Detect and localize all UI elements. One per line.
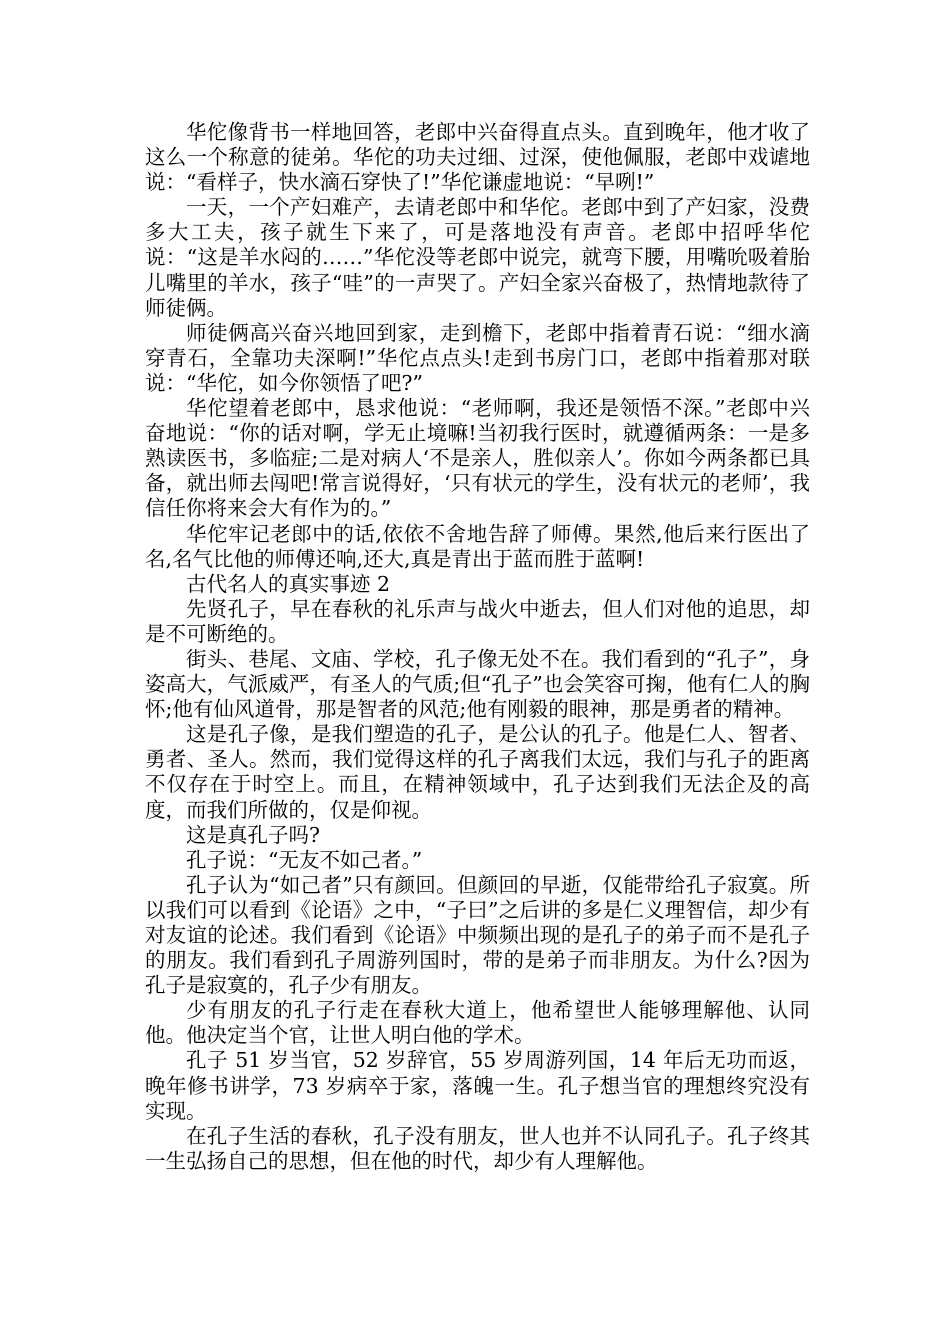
paragraph: 华佗牢记老郎中的话,依依不舍地告辞了师傅。果然,他后来行医出了名,名气比他的师傅还响,还大,真是青出于蓝而胜于蓝啊!	[145, 521, 810, 571]
paragraph: 先贤孔子，早在春秋的礼乐声与战火中逝去，但人们对他的追思，却是不可断绝的。	[145, 596, 810, 646]
paragraph: 少有朋友的孔子行走在春秋大道上，他希望世人能够理解他、认同他。他决定当个官，让世人明白他的学术。	[145, 998, 810, 1048]
paragraph: 一天，一个产妇难产，去请老郎中和华佗。老郎中到了产妇家，没费多大工夫，孩子就生下来了，可是落地没有声音。老郎中招呼华佗说：“这是羊水闷的……”华佗没等老郎中说完，就弯下腰，用嘴吮吸着胎儿嘴里的羊水，孩子“哇”的一声哭了。产妇全家兴奋极了，热情地款待了师徒俩。	[145, 195, 810, 320]
paragraph: 华佗望着老郎中，恳求他说：“老师啊，我还是领悟不深。”老郎中兴奋地说：“你的话对啊，学无止境嘛!当初我行医时，就遵循两条：一是多熟读医书，多临症;二是对病人‘不是亲人，胜似亲人’。你如今两条都已具备，就出师去闯吧!常言说得好，‘只有状元的学生，没有状元的老师’，我信任你将来会大有作为的。”	[145, 396, 810, 521]
document-body	[145, 120, 810, 1174]
paragraph: 孔子认为“如己者”只有颜回。但颜回的早逝，仅能带给孔子寂寞。所以我们可以看到《论语》之中，“子曰”之后讲的多是仁义理智信，却少有对友谊的论述。我们看到《论语》中频频出现的是孔子的弟子而不是孔子的朋友。我们看到孔子周游列国时，带的是弟子而非朋友。为什么?因为孔子是寂寞的，孔子少有朋友。	[145, 872, 810, 998]
paragraph: 师徒俩高兴奋兴地回到家，走到檐下，老郎中指着青石说：“细水滴穿青石，全靠功夫深啊!”华佗点点头!走到书房门口，老郎中指着那对联说：“华佗，如今你领悟了吧?”	[145, 320, 810, 395]
paragraph: 在孔子生活的春秋，孔子没有朋友，世人也并不认同孔子。孔子终其一生弘扬自己的思想，但在他的时代，却少有人理解他。	[145, 1123, 810, 1173]
paragraph: 这是孔子像，是我们塑造的孔子，是公认的孔子。他是仁人、智者、勇者、圣人。然而，我们觉得这样的孔子离我们太远，我们与孔子的距离不仅存在于时空上。而且，在精神领域中，孔子达到我们无法企及的高度，而我们所做的，仅是仰视。	[145, 722, 810, 822]
paragraph: 这是真孔子吗?	[186, 822, 320, 847]
section-heading: 古代名人的真实事迹 2	[186, 571, 391, 596]
paragraph: 孔子 51 岁当官，52 岁辞官，55 岁周游列国，14 年后无功而返，晚年修书讲学，73 岁病卒于家，落魄一生。孔子想当官的理想终究没有实现。	[145, 1048, 810, 1123]
paragraph: 孔子说：“无友不如己者。”	[186, 847, 423, 872]
paragraph: 华佗像背书一样地回答，老郎中兴奋得直点头。直到晚年，他才收了这么一个称意的徒弟。华佗的功夫过细、过深，使他佩服，老郎中戏谑地说：“看样子，快水滴石穿快了!”华佗谦虚地说：“早咧!”	[145, 120, 810, 195]
paragraph: 街头、巷尾、文庙、学校，孔子像无处不在。我们看到的“孔子”，身姿高大，气派威严，有圣人的气质;但“孔子”也会笑容可掬，他有仁人的胸怀;他有仙风道骨，那是智者的风范;他有刚毅的眼神，那是勇者的精神。	[145, 646, 810, 722]
